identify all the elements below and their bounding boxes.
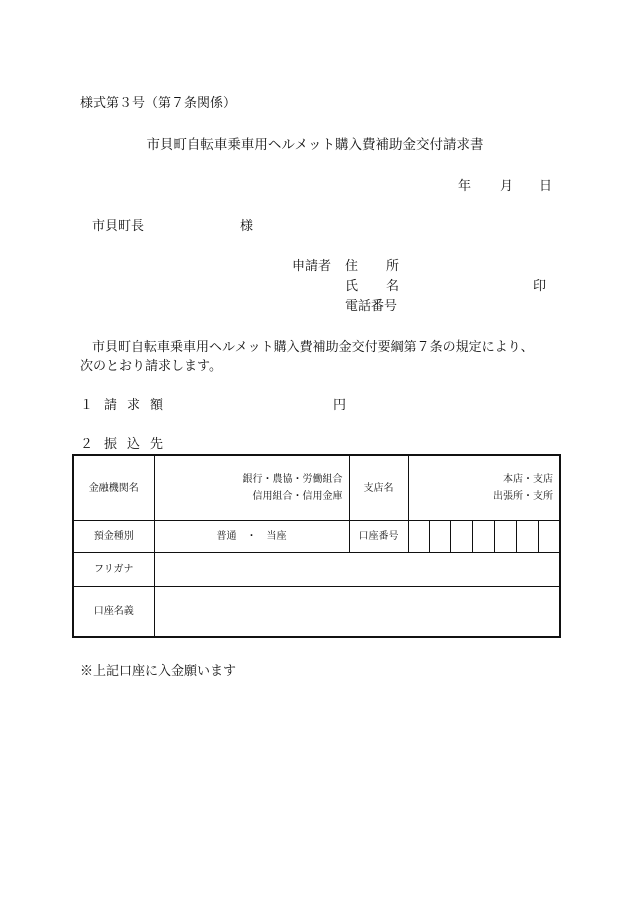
applicant-name-label-b: 名 xyxy=(386,279,400,294)
body-text-line-1: 市貝町自転車乗車用ヘルメット購入費補助金交付要綱第７条の規定により、 xyxy=(92,340,534,355)
furigana-field[interactable] xyxy=(154,553,560,587)
transfer-destination-label: 振込先 xyxy=(104,437,174,452)
document-title: 市貝町自転車乗車用ヘルメット購入費補助金交付請求書 xyxy=(146,137,484,153)
bank-account-table xyxy=(72,454,561,638)
furigana-label: フリガナ xyxy=(73,553,154,587)
footnote: ※上記口座に入金願います xyxy=(80,664,237,679)
date-year: 年 xyxy=(458,179,472,194)
account-number-label: 口座番号 xyxy=(349,521,408,553)
request-amount-label: 請求額 xyxy=(104,398,174,413)
applicant-name-label-a: 氏 xyxy=(345,279,359,294)
account-holder-label: 口座名義 xyxy=(73,587,154,638)
branch-label: 支店名 xyxy=(349,455,408,521)
transfer-item-number: ２ xyxy=(80,437,94,452)
branch-types-line-1: 本店・支店 xyxy=(503,474,554,485)
addressee-name: 市貝町長 xyxy=(92,219,145,234)
seal-mark: 印 xyxy=(533,279,547,294)
account-number-digit-box[interactable] xyxy=(450,521,472,553)
table-row xyxy=(73,553,560,587)
addressee-honorific: 様 xyxy=(240,219,254,234)
applicant-phone-label: 電話番号 xyxy=(345,299,398,314)
institution-types-line-1: 銀行・農協・労働組合 xyxy=(242,474,343,485)
applicant-address-label-a: 住 xyxy=(345,259,359,274)
date-month: 月 xyxy=(500,179,514,194)
branch-type-options[interactable] xyxy=(408,455,560,521)
institution-types-line-2: 信用組合・信用金庫 xyxy=(252,491,343,502)
branch-types-line-2: 出張所・支所 xyxy=(493,491,554,502)
table-row xyxy=(73,521,560,553)
date-day: 日 xyxy=(539,179,553,194)
deposit-type-label: 預金種別 xyxy=(73,521,154,553)
account-number-digit-box[interactable] xyxy=(494,521,516,553)
institution-label: 金融機関名 xyxy=(73,455,154,521)
applicant-label: 申請者 xyxy=(292,259,332,274)
request-item-number: １ xyxy=(80,398,94,413)
account-number-digit-box[interactable] xyxy=(538,521,560,553)
account-holder-field[interactable] xyxy=(154,587,560,638)
deposit-type-options[interactable]: 普通 ・ 当座 xyxy=(154,521,349,553)
table-row xyxy=(73,455,560,521)
table-row xyxy=(73,587,560,638)
institution-type-options[interactable] xyxy=(154,455,349,521)
account-number-digit-box[interactable] xyxy=(408,521,429,553)
form-number: 様式第３号（第７条関係） xyxy=(80,96,237,111)
account-number-digit-box[interactable] xyxy=(429,521,450,553)
applicant-address-label-b: 所 xyxy=(386,259,400,274)
account-number-digit-box[interactable] xyxy=(516,521,538,553)
request-amount-unit: 円 xyxy=(333,398,347,413)
body-text-line-2: 次のとおり請求します。 xyxy=(80,359,222,374)
account-number-digit-box[interactable] xyxy=(472,521,494,553)
